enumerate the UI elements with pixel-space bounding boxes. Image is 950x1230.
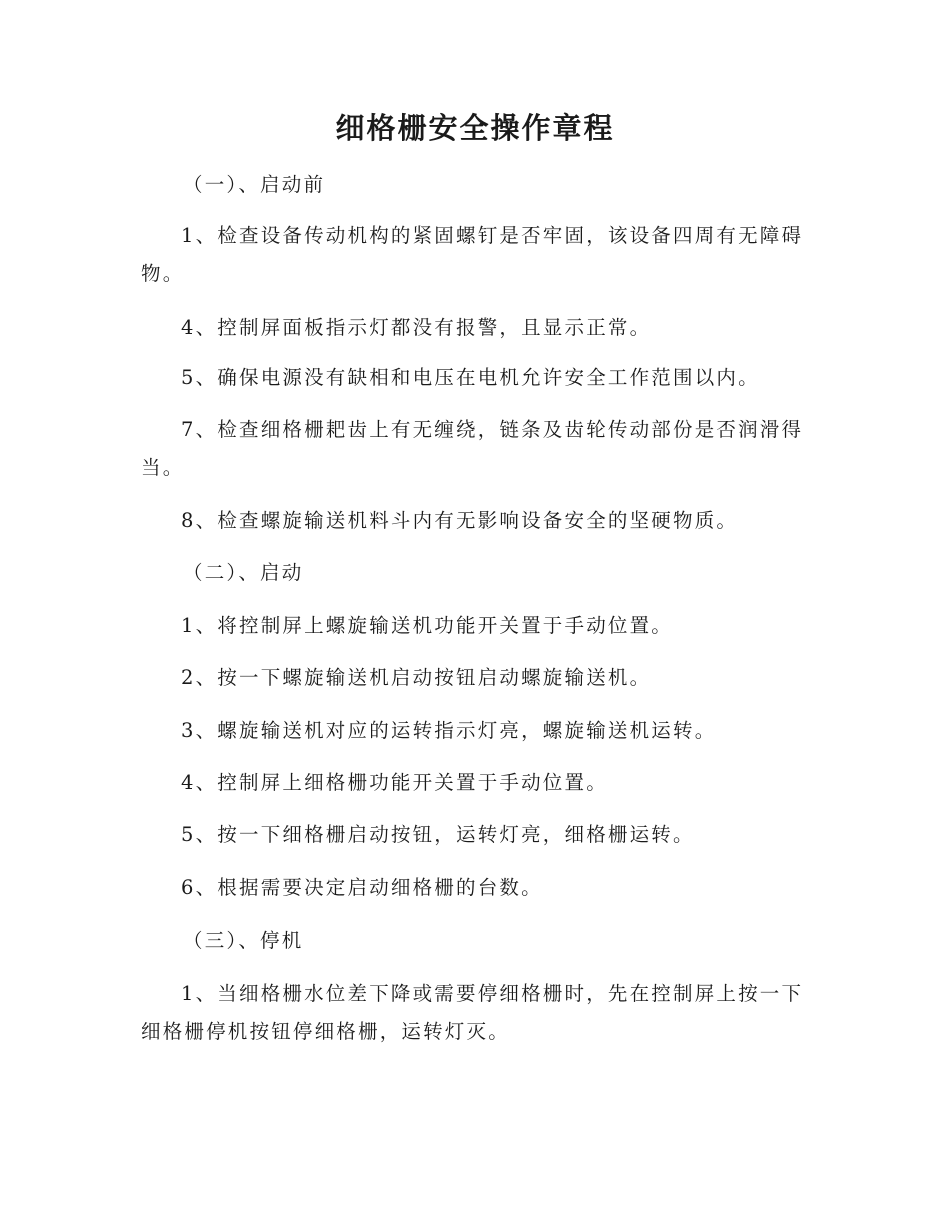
paragraph-item: 1、将控制屏上螺旋输送机功能开关置于手动位置。 bbox=[181, 614, 674, 637]
section-heading-startup-prep: （一）、启动前 bbox=[183, 173, 326, 196]
document-title: 细格栅安全操作章程 bbox=[335, 111, 615, 145]
paragraph-item: 2、按一下螺旋输送机启动按钮启动螺旋输送机。 bbox=[181, 666, 652, 689]
paragraph-item: 4、控制屏面板指示灯都没有报警，且显示正常。 bbox=[181, 316, 652, 339]
paragraph-item: 7、检查细格栅耙齿上有无缠绕，链条及齿轮传动部份是否润滑得当。 bbox=[141, 418, 804, 479]
paragraph-item: 5、按一下细格栅启动按钮，运转灯亮，细格栅运转。 bbox=[181, 823, 695, 846]
section-heading-startup: （二）、启动 bbox=[183, 561, 304, 584]
paragraph-item: 8、检查螺旋输送机料斗内有无影响设备安全的坚硬物质。 bbox=[181, 509, 739, 532]
paragraph-item: 3、螺旋输送机对应的运转指示灯亮，螺旋输送机运转。 bbox=[181, 719, 717, 742]
paragraph-item: 5、确保电源没有缺相和电压在电机允许安全工作范围以内。 bbox=[181, 366, 760, 389]
paragraph-item: 4、控制屏上细格栅功能开关置于手动位置。 bbox=[181, 771, 608, 794]
paragraph-item: 6、根据需要决定启动细格栅的台数。 bbox=[181, 876, 543, 899]
section-heading-shutdown: （三）、停机 bbox=[183, 929, 304, 952]
paragraph-item: 1、检查设备传动机构的紧固螺钉是否牢固，该设备四周有无障碍物。 bbox=[141, 224, 804, 285]
paragraph-item: 1、当细格栅水位差下降或需要停细格栅时，先在控制屏上按一下细格栅停机按钮停细格栅，运转灯灭。 bbox=[141, 982, 804, 1043]
